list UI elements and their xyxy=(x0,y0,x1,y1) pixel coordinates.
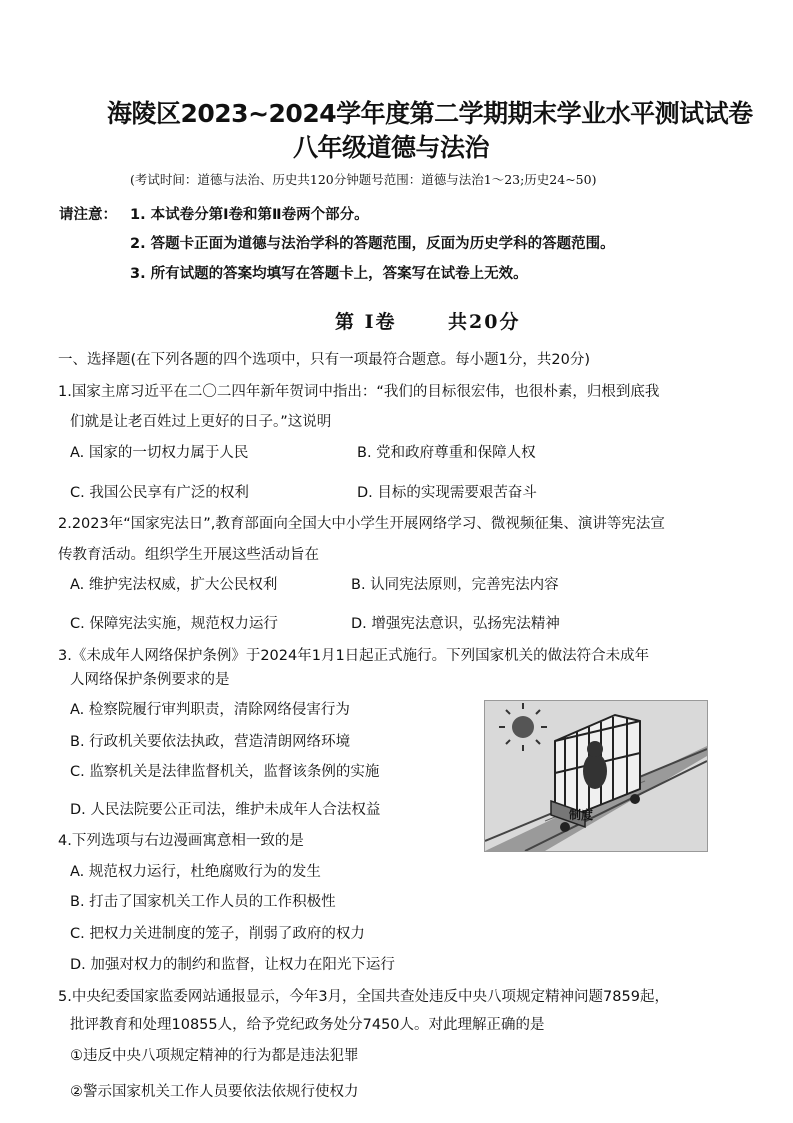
q3-option-d: D. 人民法院要公正司法，维护未成年人合法权益 xyxy=(70,802,381,818)
cartoon-drawing xyxy=(485,701,707,851)
instructions-label: 请注意： xyxy=(59,207,117,223)
question-4-line: 4.下列选项与右边漫画寓意相一致的是 xyxy=(58,833,304,849)
q2-option-c: C. 保障宪法实施，规范权力运行 xyxy=(70,616,278,632)
q1-option-a: A. 国家的一切权力属于人民 xyxy=(70,445,249,461)
cart-sign: 制度 xyxy=(569,808,594,822)
q1-option-c: C. 我国公民享有广泛的权利 xyxy=(70,485,249,501)
question-1-line: 1.国家主席习近平在二〇二四年新年贺词中指出：“我们的目标很宏伟，也很朴素，归根到底我 xyxy=(58,384,660,400)
q2-option-d: D. 增强宪法意识，弘扬宪法精神 xyxy=(351,616,560,632)
q5-statement-2: ②警示国家机关工作人员要依法依规行使权力 xyxy=(70,1084,359,1100)
q4-option-b: B. 打击了国家机关工作人员的工作积极性 xyxy=(70,894,336,910)
q5-statement-1: ①违反中央八项规定精神的行为都是违法犯罪 xyxy=(70,1048,359,1064)
question-2-line: 传教育活动。组织学生开展这些活动旨在 xyxy=(58,547,319,563)
instruction-item: 1. 本试卷分第Ⅰ卷和第Ⅱ卷两个部分。 xyxy=(130,207,369,223)
exam-title: 海陵区2023~2024学年度第二学期期末学业水平测试试卷 xyxy=(107,99,753,128)
question-3-line: 人网络保护条例要求的是 xyxy=(70,672,230,688)
q4-option-a: A. 规范权力运行，杜绝腐败行为的发生 xyxy=(70,864,321,880)
exam-time-note: (考试时间：道德与法治、历史共120分钟题号范围：道德与法治1～23;历史24~50) xyxy=(130,172,597,187)
question-5-line: 批评教育和处理10855人，给予党纪政务处分7450人。对此理解正确的是 xyxy=(70,1017,545,1033)
question-5-line: 5.中央纪委国家监委网站通报显示，今年3月，全国共查处违反中央八项规定精神问题7859起， xyxy=(58,989,669,1005)
q1-option-d: D. 目标的实现需要艰苦奋斗 xyxy=(357,485,537,501)
q3-option-c: C. 监察机关是法律监督机关，监督该条例的实施 xyxy=(70,764,380,780)
question-2-line: 2.2023年“国家宪法日”,教育部面向全国大中小学生开展网络学习、微视频征集、演讲等宪法宣 xyxy=(58,516,665,532)
q2-option-b: B. 认同宪法原则，完善宪法内容 xyxy=(351,577,559,593)
q1-option-b: B. 党和政府尊重和保障人权 xyxy=(357,445,536,461)
section-label: 第 Ⅰ卷 xyxy=(335,311,397,333)
q4-option-c: C. 把权力关进制度的笼子，削弱了政府的权力 xyxy=(70,926,365,942)
q3-option-b: B. 行政机关要依法执政，营造清朗网络环境 xyxy=(70,734,351,750)
question-1-line: 们就是让老百姓过上更好的日子。”这说明 xyxy=(70,414,332,430)
cartoon-image xyxy=(484,700,708,852)
part-title: 一、选择题(在下列各题的四个选项中，只有一项最符合题意。每小题1分，共20分) xyxy=(58,352,590,368)
question-3-line: 3.《未成年人网络保护条例》于2024年1月1日起正式施行。下列国家机关的做法符合未成年 xyxy=(58,648,650,664)
q3-option-a: A. 检察院履行审判职责，清除网络侵害行为 xyxy=(70,702,350,718)
instruction-item: 3. 所有试题的答案均填写在答题卡上，答案写在试卷上无效。 xyxy=(130,266,528,282)
q2-option-a: A. 维护宪法权威，扩大公民权利 xyxy=(70,577,278,593)
q4-option-d: D. 加强对权力的制约和监督，让权力在阳光下运行 xyxy=(70,957,395,973)
instruction-item: 2. 答题卡正面为道德与法治学科的答题范围，反面为历史学科的答题范围。 xyxy=(130,236,615,252)
exam-subject: 八年级道德与法治 xyxy=(293,133,490,162)
section-score: 共20分 xyxy=(448,311,521,333)
